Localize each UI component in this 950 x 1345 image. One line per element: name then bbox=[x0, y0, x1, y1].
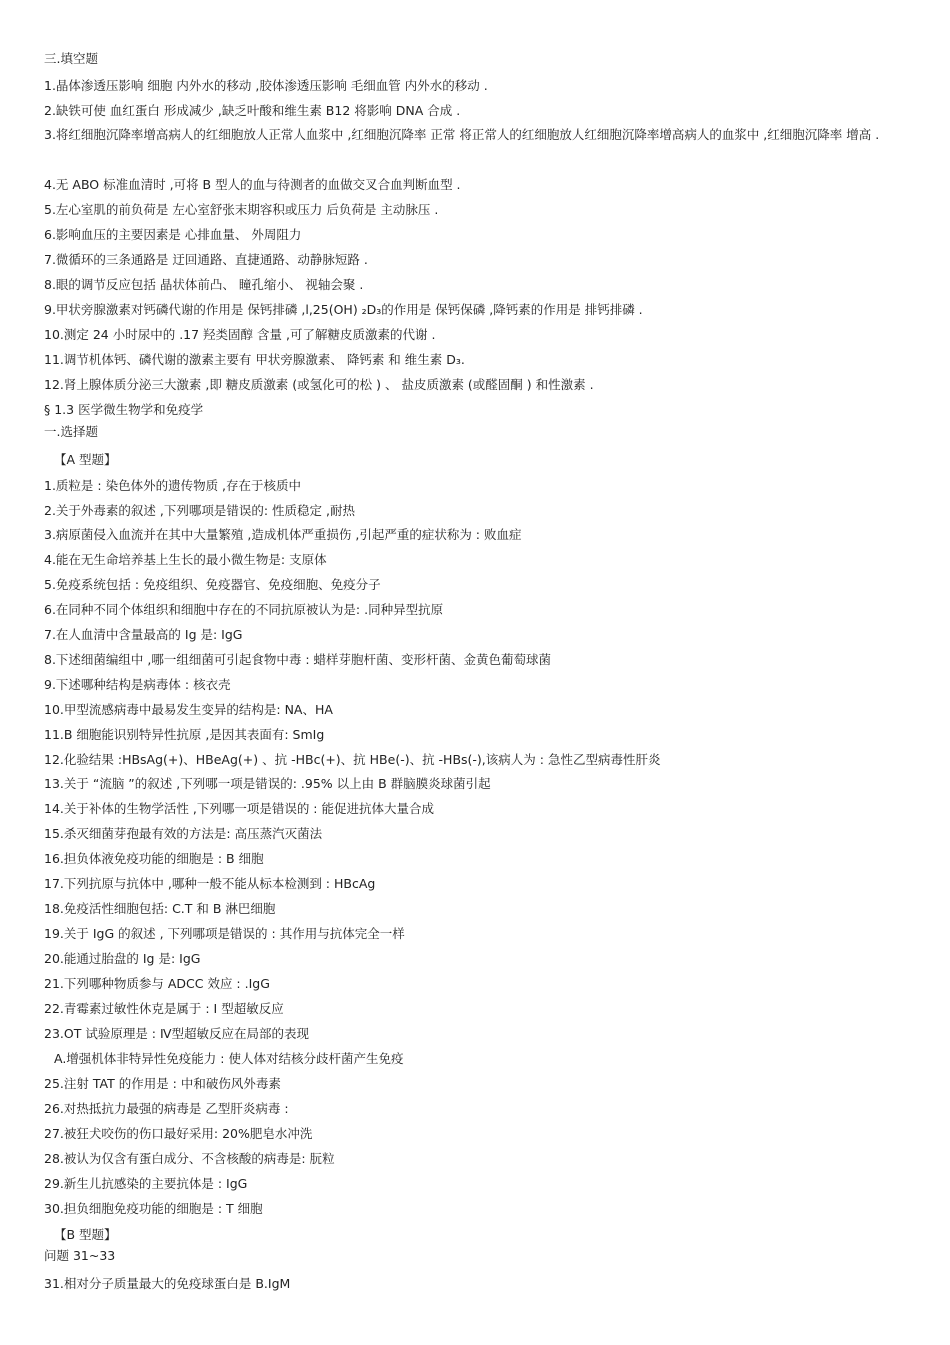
a-item-8: 8.下述细菌编组中 ,哪一组细菌可引起食物中毒 : 蜡样芽胞杆菌、变形杆菌、金黄色葡萄球菌 bbox=[44, 652, 552, 667]
fill-item-8: 8.眼的调节反应包括 晶状体前凸、 瞳孔缩小、 视轴会聚 . bbox=[44, 277, 364, 292]
a-item-15: 15.杀灭细菌芽孢最有效的方法是: 高压蒸汽灭菌法 bbox=[44, 826, 323, 841]
a-item-18: 18.免疫活性细胞包括: C.T 和 B 淋巴细胞 bbox=[44, 901, 276, 916]
section-heading: § 1.3 医学微生物学和免疫学 bbox=[44, 402, 204, 417]
a-item-28: 28.被认为仅含有蛋白成分、不含核酸的病毒是: 朊粒 bbox=[44, 1151, 335, 1166]
a-item-2: 2.关于外毒素的叙述 ,下列哪项是错误的: 性质稳定 ,耐热 bbox=[44, 503, 356, 518]
b-question-range: 问题 31~33 bbox=[44, 1248, 116, 1263]
a-item-4: 4.能在无生命培养基上生长的最小微生物是: 支原体 bbox=[44, 552, 327, 567]
a-item-25: 25.注射 TAT 的作用是 : 中和破伤风外毒素 bbox=[44, 1076, 281, 1091]
a-item-9: 9.下述哪种结构是病毒体 : 核衣壳 bbox=[44, 677, 231, 692]
a-item-16: 16.担负体液免疫功能的细胞是 : B 细胞 bbox=[44, 851, 264, 866]
a-item-1: 1.质粒是 : 染色体外的遗传物质 ,存在于核质中 bbox=[44, 478, 302, 493]
a-item-30: 30.担负细胞免疫功能的细胞是 : T 细胞 bbox=[44, 1201, 263, 1216]
sub-heading: 一.选择题 bbox=[44, 424, 98, 439]
a-item-12: 12.化验结果 :HBsAg(+)、HBeAg(+) 、抗 -HBc(+)、抗 HBe(-)、抗 -HBs(-),该病人为 : 急性乙型病毒性肝炎 bbox=[44, 752, 661, 767]
a-item-6: 6.在同种不同个体组织和细胞中存在的不同抗原被认为是: .同种异型抗原 bbox=[44, 602, 444, 617]
b-type-label: 【B 型题】 bbox=[54, 1227, 117, 1242]
a-type-label: 【A 型题】 bbox=[54, 452, 117, 467]
a-item-22: 22.青霉素过敏性休克是属于 : Ⅰ 型超敏反应 bbox=[44, 1001, 284, 1016]
a-item-23: 23.OT 试验原理是 : Ⅳ型超敏反应在局部的表现 bbox=[44, 1026, 310, 1041]
fill-item-4: 4.无 ABO 标准血清时 ,可将 B 型人的血与待测者的血做交叉合血判断血型 . bbox=[44, 177, 461, 192]
a-item-19: 19.关于 IgG 的叙述 , 下列哪项是错误的 : 其作用与抗体完全一样 bbox=[44, 926, 405, 941]
a-item-14: 14.关于补体的生物学活性 ,下列哪一项是错误的 : 能促进抗体大量合成 bbox=[44, 801, 434, 816]
a-item-7: 7.在人血清中含量最高的 Ig 是: IgG bbox=[44, 627, 243, 642]
fill-item-2: 2.缺铁可使 血红蛋白 形成减少 ,缺乏叶酸和维生素 B12 将影响 DNA 合成 . bbox=[44, 103, 461, 118]
fill-item-6: 6.影响血压的主要因素是 心排血量、 外周阻力 bbox=[44, 227, 302, 242]
fill-item-11: 11.调节机体钙、磷代谢的激素主要有 甲状旁腺激素、 降钙素 和 维生素 D₃. bbox=[44, 352, 465, 367]
fill-item-7: 7.微循环的三条通路是 迂回通路、直捷通路、动静脉短路 . bbox=[44, 252, 368, 267]
a-item-20: 20.能通过胎盘的 Ig 是: IgG bbox=[44, 951, 201, 966]
a-item-17: 17.下列抗原与抗体中 ,哪种一般不能从标本检测到 : HBcAg bbox=[44, 876, 376, 891]
fill-item-3: 3.将红细胞沉降率增高病人的红细胞放人正常人血浆中 ,红细胞沉降率 正常 将正常人的红细胞放人红细胞沉降率增高病人的血浆中 ,红细胞沉降率 增高 . bbox=[44, 127, 880, 142]
a-item-5: 5.免疫系统包括 : 免疫组织、免疫器官、免疫细胞、免疫分子 bbox=[44, 577, 381, 592]
a-item-27: 27.被狂犬咬伤的伤口最好采用: 20%肥皂水冲洗 bbox=[44, 1126, 313, 1141]
fill-item-9: 9.甲状旁腺激素对钙磷代谢的作用是 保钙排磷 ,l,25(OH) ₂D₃的作用是 保钙保磷 ,降钙素的作用是 排钙排磷 . bbox=[44, 302, 643, 317]
a-item-29: 29.新生儿抗感染的主要抗体是 : IgG bbox=[44, 1176, 248, 1191]
a-item-11: 11.B 细胞能识别特异性抗原 ,是因其表面有: SmIg bbox=[44, 727, 325, 742]
a-item-24: A.增强机体非特异性免疫能力 : 使人体对结核分歧杆菌产生免疫 bbox=[54, 1051, 404, 1066]
fill-item-12: 12.肾上腺体质分泌三大激素 ,即 糖皮质激素 (或氢化可的松 ) 、 盐皮质激素 (或醛固酮 ) 和性激素 . bbox=[44, 377, 594, 392]
fill-item-1: 1.晶体渗透压影响 细胞 内外水的移动 ,胶体渗透压影响 毛细血管 内外水的移动 . bbox=[44, 78, 488, 93]
fill-item-5: 5.左心室肌的前负荷是 左心室舒张末期容积或压力 后负荷是 主动脉压 . bbox=[44, 202, 439, 217]
a-item-21: 21.下列哪种物质参与 ADCC 效应 : .IgG bbox=[44, 976, 270, 991]
section-title: 三.填空题 bbox=[44, 51, 98, 66]
b-item-31: 31.相对分子质量最大的免疫球蛋白是 B.IgM bbox=[44, 1276, 291, 1291]
fill-item-10: 10.测定 24 小时尿中的 .17 羟类固醇 含量 ,可了解糖皮质激素的代谢 . bbox=[44, 327, 436, 342]
a-item-10: 10.甲型流感病毒中最易发生变异的结构是: NA、HA bbox=[44, 702, 333, 717]
a-item-3: 3.病原菌侵入血流并在其中大量繁殖 ,造成机体严重损伤 ,引起严重的症状称为 : 败血症 bbox=[44, 527, 522, 542]
a-item-26: 26.对热抵抗力最强的病毒是 乙型肝炎病毒 : bbox=[44, 1101, 289, 1116]
a-item-13: 13.关于 “流脑 ”的叙述 ,下列哪一项是错误的: .95% 以上由 B 群脑膜炎球菌引起 bbox=[44, 776, 491, 791]
